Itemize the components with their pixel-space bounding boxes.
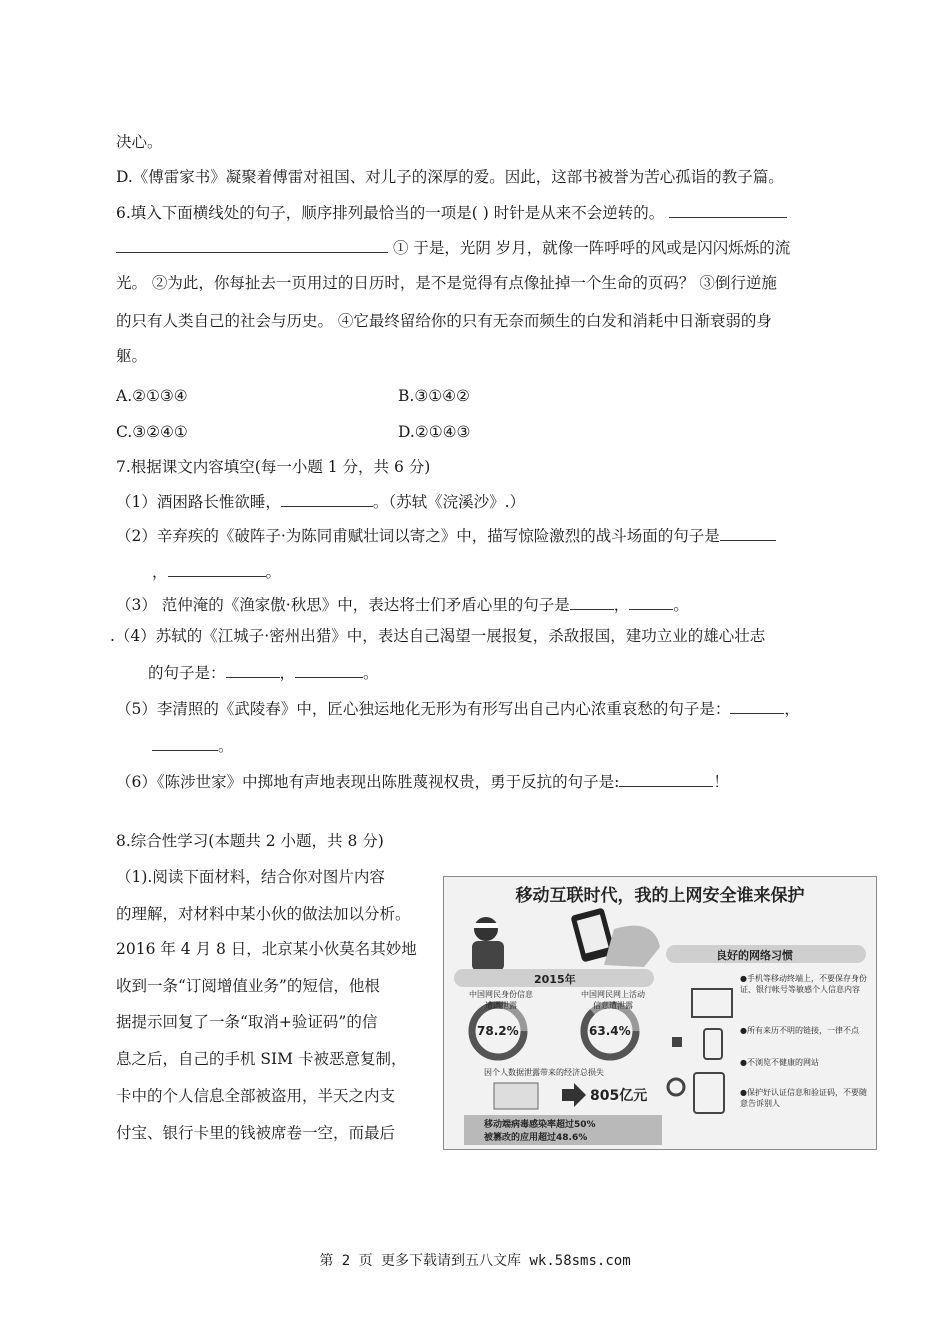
page-footer: 第 2 页 更多下载请到五八文库 wk.58sms.com: [319, 1253, 631, 1269]
habit-4: ●保护好认证信息和验证码，不要随意告诉别人: [740, 1088, 867, 1108]
option-d-text: D.《傅雷家书》凝聚着傅雷对祖国、对儿子的深厚的爱。因此，这部书被誉为苦心孤诣的教子篇。: [116, 168, 784, 186]
infographic-title: 移动互联时代，我的上网安全谁来保护: [515, 886, 805, 906]
q7-item-4: .（4）苏轼的《江城子·密州出猎》中，表达自己渴望一展报复，杀敌报国，建功立业的雄心壮志: [110, 627, 766, 645]
stat2-label: 中国网民网上活动信息遭泄露: [581, 990, 645, 1010]
money-icon: [494, 1083, 538, 1109]
material-line: 息之后，自己的手机 SIM 卡被恶意复制，: [116, 1050, 407, 1068]
text-line: 决心。: [116, 133, 163, 151]
option-a: A.②①③④: [116, 387, 188, 405]
gear-icon: [668, 1079, 684, 1095]
habit-1: ●手机等移动终端上，不要保存身份证、银行帐号等敏感个人信息内容: [740, 974, 867, 994]
material-line: 卡中的个人信息全部被盗用，半天之内支: [116, 1087, 396, 1105]
arrow-icon: [562, 1083, 586, 1107]
tablet-icon: [694, 1073, 724, 1113]
habits-title: 良好的网络习惯: [716, 949, 793, 962]
material-line: 2016 年 4 月 8 日，北京某小伙莫名其妙地: [116, 940, 417, 958]
q7-item-1: （1）酒困路长惟欲睡， 。（苏轼《浣溪沙》.）: [116, 490, 525, 513]
q7-item-2-cont: ， 。: [152, 560, 281, 583]
stat1-value: 78.2%: [477, 1024, 519, 1038]
stat1-label: 中国网民身份信息遭遇泄露: [469, 990, 533, 1010]
question-6: 6.填入下面横线处的句子，顺序排列最恰当的一项是( ) 时针是从来不会逆转的。: [116, 201, 787, 224]
q7-item-5: （5）李清照的《武陵春》中，匠心独运地化无形为有形写出自己内心浓重哀愁的句子是： ，: [116, 697, 800, 720]
option-d: D.②①④③: [398, 423, 471, 441]
question-6-line4: 的只有人类自己的社会与历史。 ④它最终留给你的只有无奈而频生的白发和消耗中日渐衰弱的身: [116, 312, 772, 330]
option-c: C.③②④①: [116, 423, 188, 441]
question-6-line3: 光。 ②为此，你每扯去一页用过的日历时，是不是觉得有点像扯掉一个生命的页码？ ③倒行逆施: [116, 274, 777, 292]
q7-item-4-cont: 的句子是： ， 。: [148, 661, 379, 684]
question-7: 7.根据课文内容填空(每一小题 1 分，共 6 分): [116, 458, 431, 476]
habit-2: ●所有来历不明的链接，一律不点: [740, 1026, 859, 1035]
question-8: 8.综合性学习(本题共 2 小题，共 8 分): [116, 832, 384, 850]
virus-line-2: 被篡改的应用超过48.6%: [484, 1133, 588, 1143]
infographic: [443, 876, 877, 1150]
q7-item-3: （3） 范仲淹的《渔家傲·秋思》中，表达将士们矛盾心里的句子是 ， 。: [116, 593, 689, 616]
loss-value: 805亿元: [590, 1088, 648, 1104]
question-6-line2: ① 于是，光阴 岁月，就像一阵呼呼的风或是闪闪烁烁的流: [116, 236, 790, 259]
year-label: 2015年: [534, 973, 576, 986]
thief-icon: [472, 917, 504, 971]
laptop-icon: [692, 989, 732, 1017]
material-line: 收到一条“订阅增值业务”的短信，他根: [116, 977, 380, 995]
option-b: B.③①④②: [398, 387, 470, 405]
material-line: （1).阅读下面材料，结合你对图片内容: [116, 868, 385, 886]
lock-icon: [672, 1037, 682, 1047]
mobile-icon: [704, 1029, 722, 1059]
material-line: 的理解，对材料中某小伙的做法加以分析。: [116, 905, 411, 923]
habit-3: ●不浏览不健康的网站: [740, 1058, 819, 1067]
stat2-value: 63.4%: [589, 1024, 631, 1038]
question-6-line5: 躯。: [116, 347, 148, 365]
virus-line-1: 移动端病毒感染率超过50%: [484, 1120, 596, 1130]
loss-label: 因个人数据泄露带来的经济总损失: [484, 1068, 604, 1077]
q7-item-2: （2）辛弃疾的《破阵子·为陈同甫赋壮词以寄之》中，描写惊险激烈的战斗场面的句子是: [116, 524, 776, 547]
q7-item-5-cont: 。: [152, 734, 234, 757]
material-line: 据提示回复了一条“取消+验证码”的信: [116, 1013, 378, 1031]
phone-hand-icon: [570, 907, 660, 967]
q7-item-6: （6）《陈涉世家》中掷地有声地表现出陈胜蔑视权贵，勇于反抗的句子是: ！: [116, 770, 729, 793]
material-line: 付宝、银行卡里的钱被席卷一空，而最后: [116, 1124, 396, 1142]
